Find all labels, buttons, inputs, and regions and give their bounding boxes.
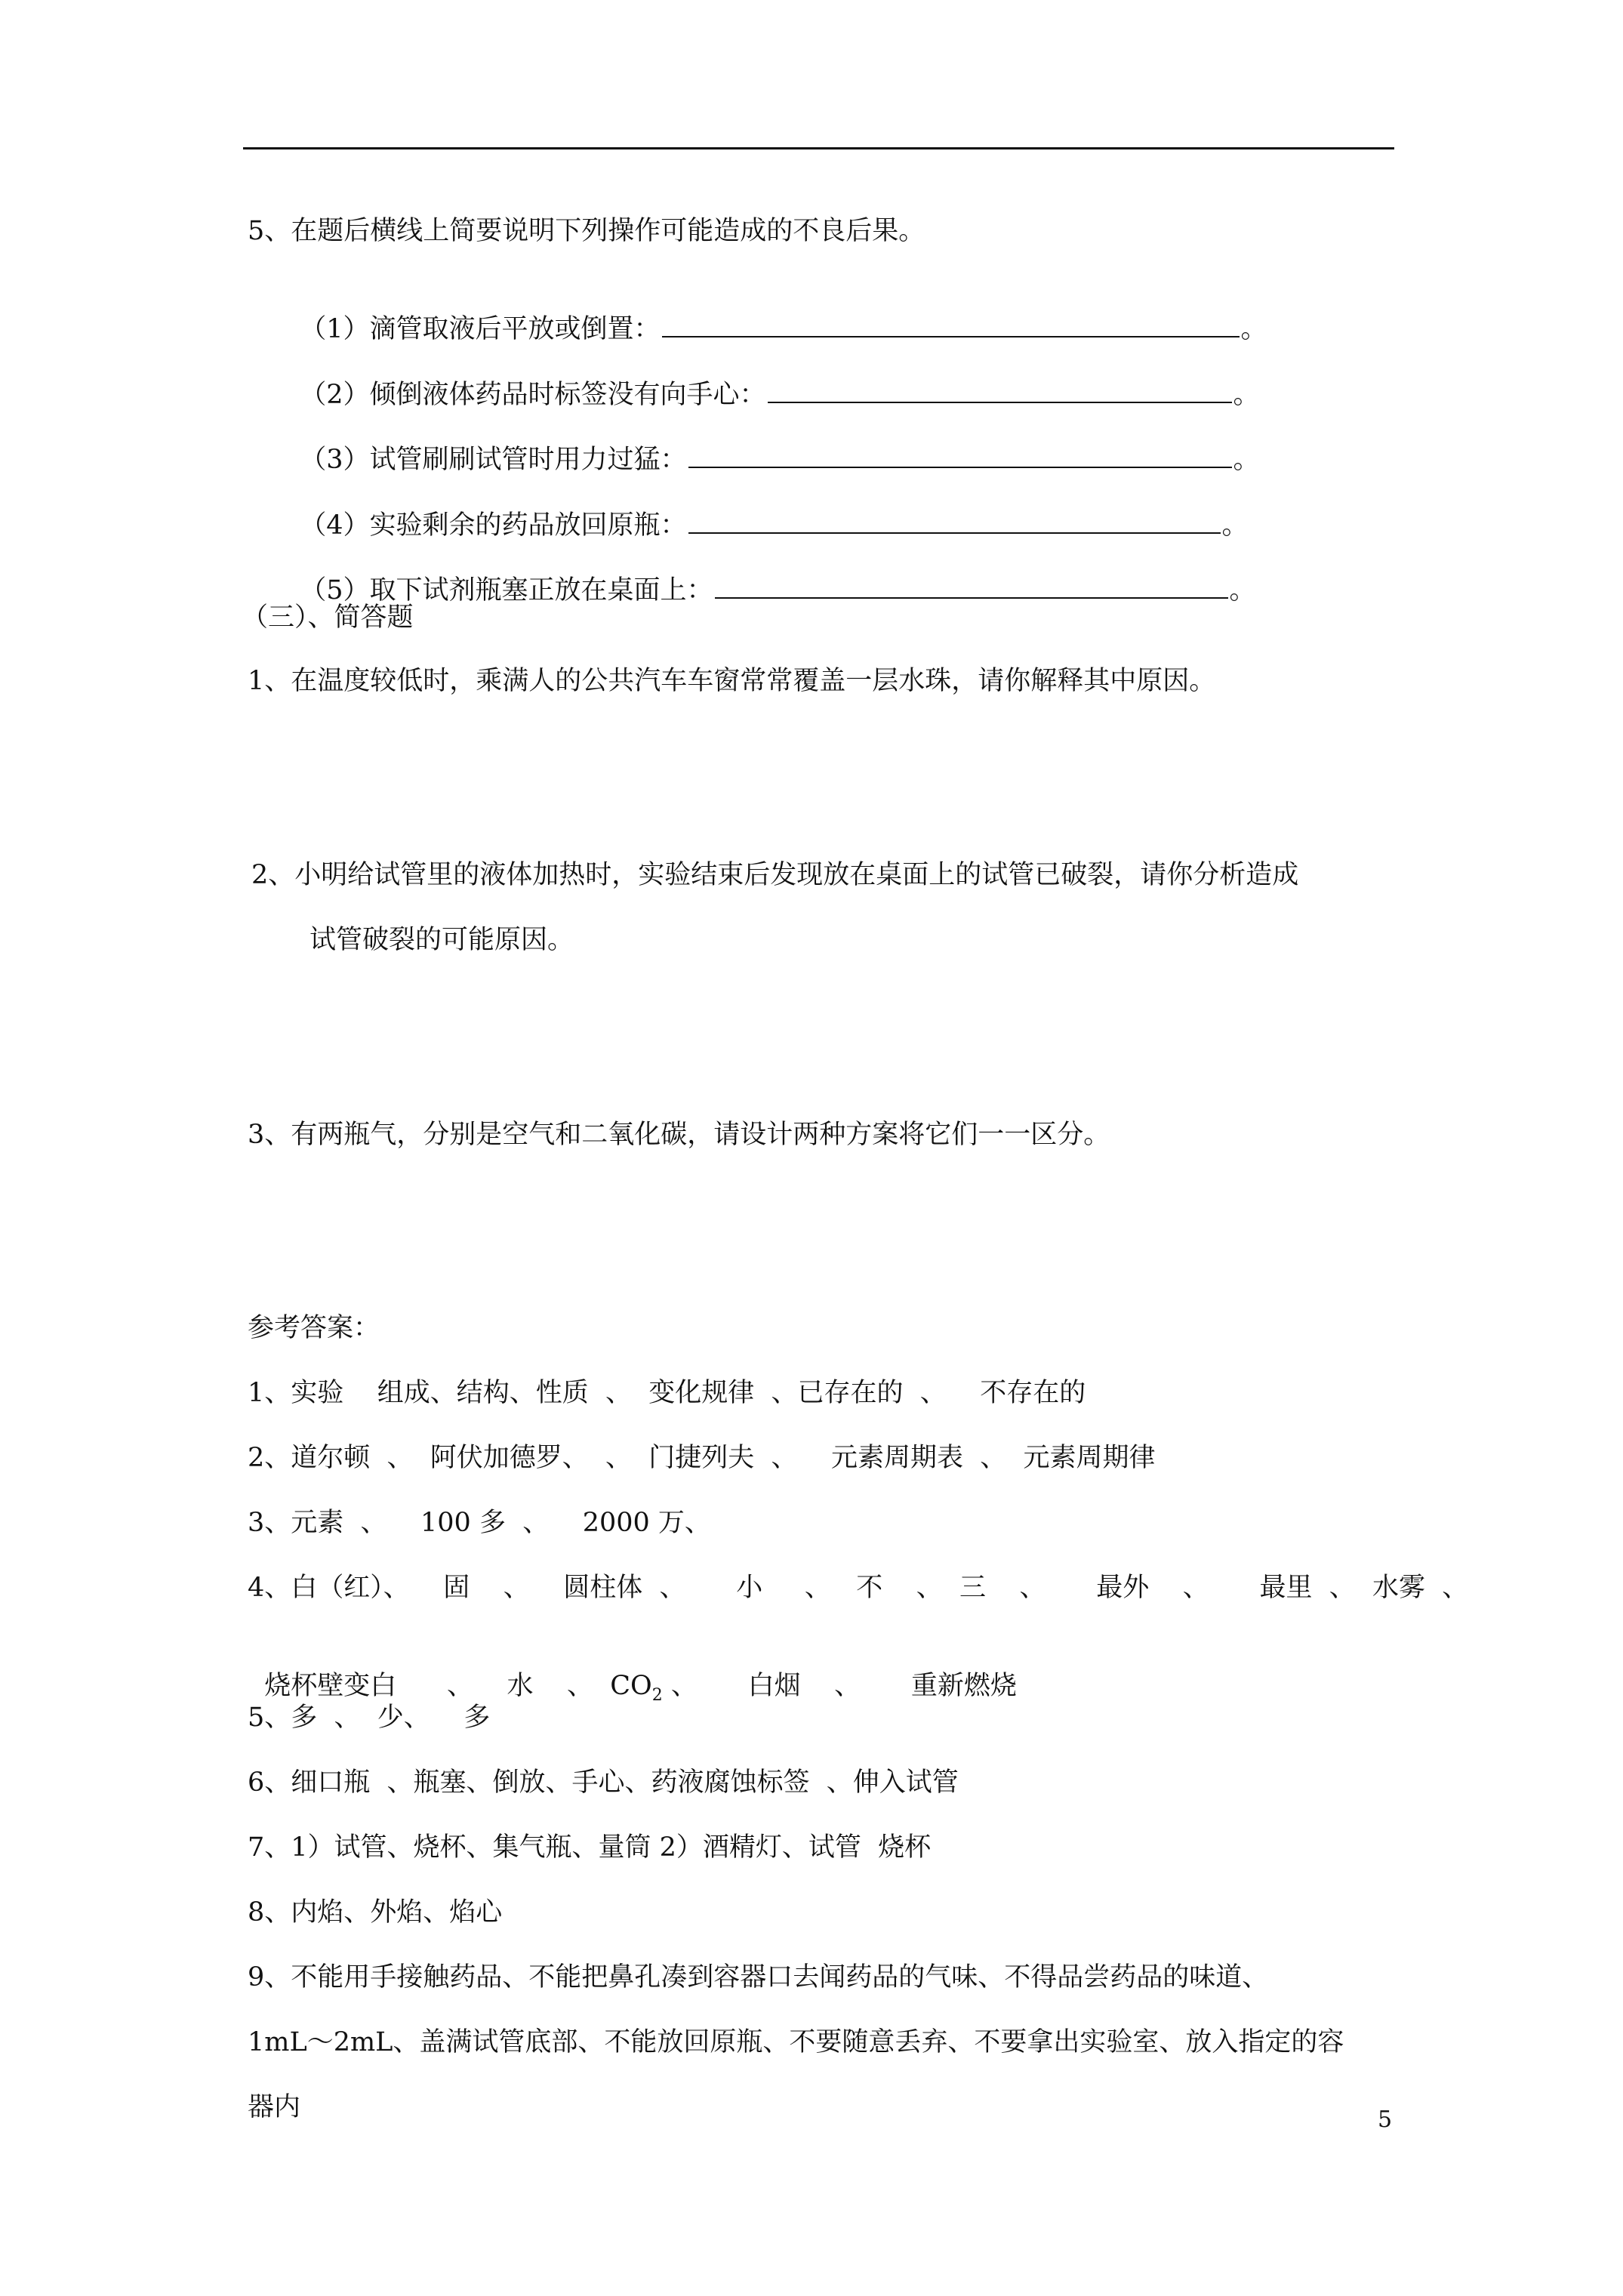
answer-9: 9、不能用手接触药品、不能把鼻孔凑到容器口去闻药品的气味、不得品尝药品的味道、 bbox=[248, 1962, 1269, 1992]
question-5-prompt: 5、在题后横线上简要说明下列操作可能造成的不良后果。 bbox=[248, 216, 925, 246]
answer-4-text-end: 、 白烟 、 重新燃烧 bbox=[662, 1671, 1017, 1701]
answer-9-end: 器内 bbox=[248, 2092, 301, 2122]
blank-item-label: （3）试管刷刷试管时用力过猛： bbox=[300, 445, 687, 475]
page-number: 5 bbox=[1378, 2106, 1393, 2133]
answer-6: 6、细口瓶 、瓶塞、倒放、手心、药液腐蚀标签 、伸入试管 bbox=[248, 1767, 959, 1798]
answer-blank[interactable] bbox=[688, 510, 1221, 534]
short-question-2-continued: 试管破裂的可能原因。 bbox=[310, 925, 574, 955]
blank-item-3 bbox=[283, 410, 1260, 476]
answer-2: 2、道尔顿 、 阿伏加德罗、 、 门捷列夫 、 元素周期表 、 元素周期律 bbox=[248, 1443, 1156, 1473]
answer-blank[interactable] bbox=[715, 575, 1228, 599]
blank-item-end: 。 bbox=[1221, 510, 1249, 541]
blank-item-label: （4）实验剩余的药品放回原瓶： bbox=[300, 510, 687, 541]
short-question-1: 1、在温度较低时，乘满人的公共汽车车窗常常覆盖一层水珠，请你解释其中原因。 bbox=[248, 666, 1216, 696]
blank-item-end: 。 bbox=[1229, 575, 1256, 606]
answer-4-text: 烧杯壁变白 、 水 、 CO bbox=[264, 1671, 652, 1701]
answer-7: 7、1）试管、烧杯、集气瓶、量筒 2）酒精灯、试管 烧杯 bbox=[248, 1832, 932, 1863]
answer-blank[interactable] bbox=[768, 379, 1232, 403]
answer-8: 8、内焰、外焰、焰心 bbox=[248, 1897, 503, 1928]
blank-item-5 bbox=[283, 541, 1256, 607]
answer-blank[interactable] bbox=[662, 313, 1240, 337]
blank-item-label: （5）取下试剂瓶塞正放在桌面上： bbox=[300, 575, 713, 606]
blank-item-end: 。 bbox=[1233, 380, 1260, 410]
section-heading: （三）、简答题 bbox=[242, 603, 414, 633]
blank-item-2 bbox=[283, 345, 1260, 411]
answers-heading: 参考答案： bbox=[248, 1313, 380, 1343]
blank-item-label: （2）倾倒液体药品时标签没有向手心： bbox=[300, 380, 766, 410]
co2-subscript: 2 bbox=[651, 1686, 663, 1705]
answer-3: 3、元素 、 100 多 、 2000 万、 bbox=[248, 1508, 711, 1538]
answer-4: 4、白（红）、 固 、 圆柱体 、 小 、 不 、 三 、 最外 、 最里 、 水雾 、 bbox=[248, 1573, 1469, 1603]
blank-item-4 bbox=[283, 476, 1249, 542]
short-question-2: 2、小明给试管里的液体加热时，实验结束后发现放在桌面上的试管已破裂，请你分析造成 bbox=[251, 860, 1299, 890]
blank-item-end: 。 bbox=[1240, 314, 1267, 344]
short-question-3: 3、有两瓶气，分别是空气和二氧化碳，请设计两种方案将它们一一区分。 bbox=[248, 1120, 1110, 1150]
answer-1: 1、实验 组成、结构、性质 、 变化规律 、已存在的 、 不存在的 bbox=[248, 1378, 1086, 1408]
blank-item-label: （1）滴管取液后平放或倒置： bbox=[300, 314, 661, 344]
blank-item-end: 。 bbox=[1233, 445, 1260, 475]
header-rule bbox=[243, 147, 1394, 149]
answer-blank[interactable] bbox=[688, 444, 1232, 468]
blank-item-1 bbox=[283, 279, 1267, 346]
answer-9-continued: 1mL～2mL、盖满试管底部、不能放回原瓶、不要随意丢弃、不要拿出实验室、放入指定的容 bbox=[248, 2027, 1344, 2057]
answer-5: 5、多 、 少、 多 bbox=[248, 1703, 491, 1733]
